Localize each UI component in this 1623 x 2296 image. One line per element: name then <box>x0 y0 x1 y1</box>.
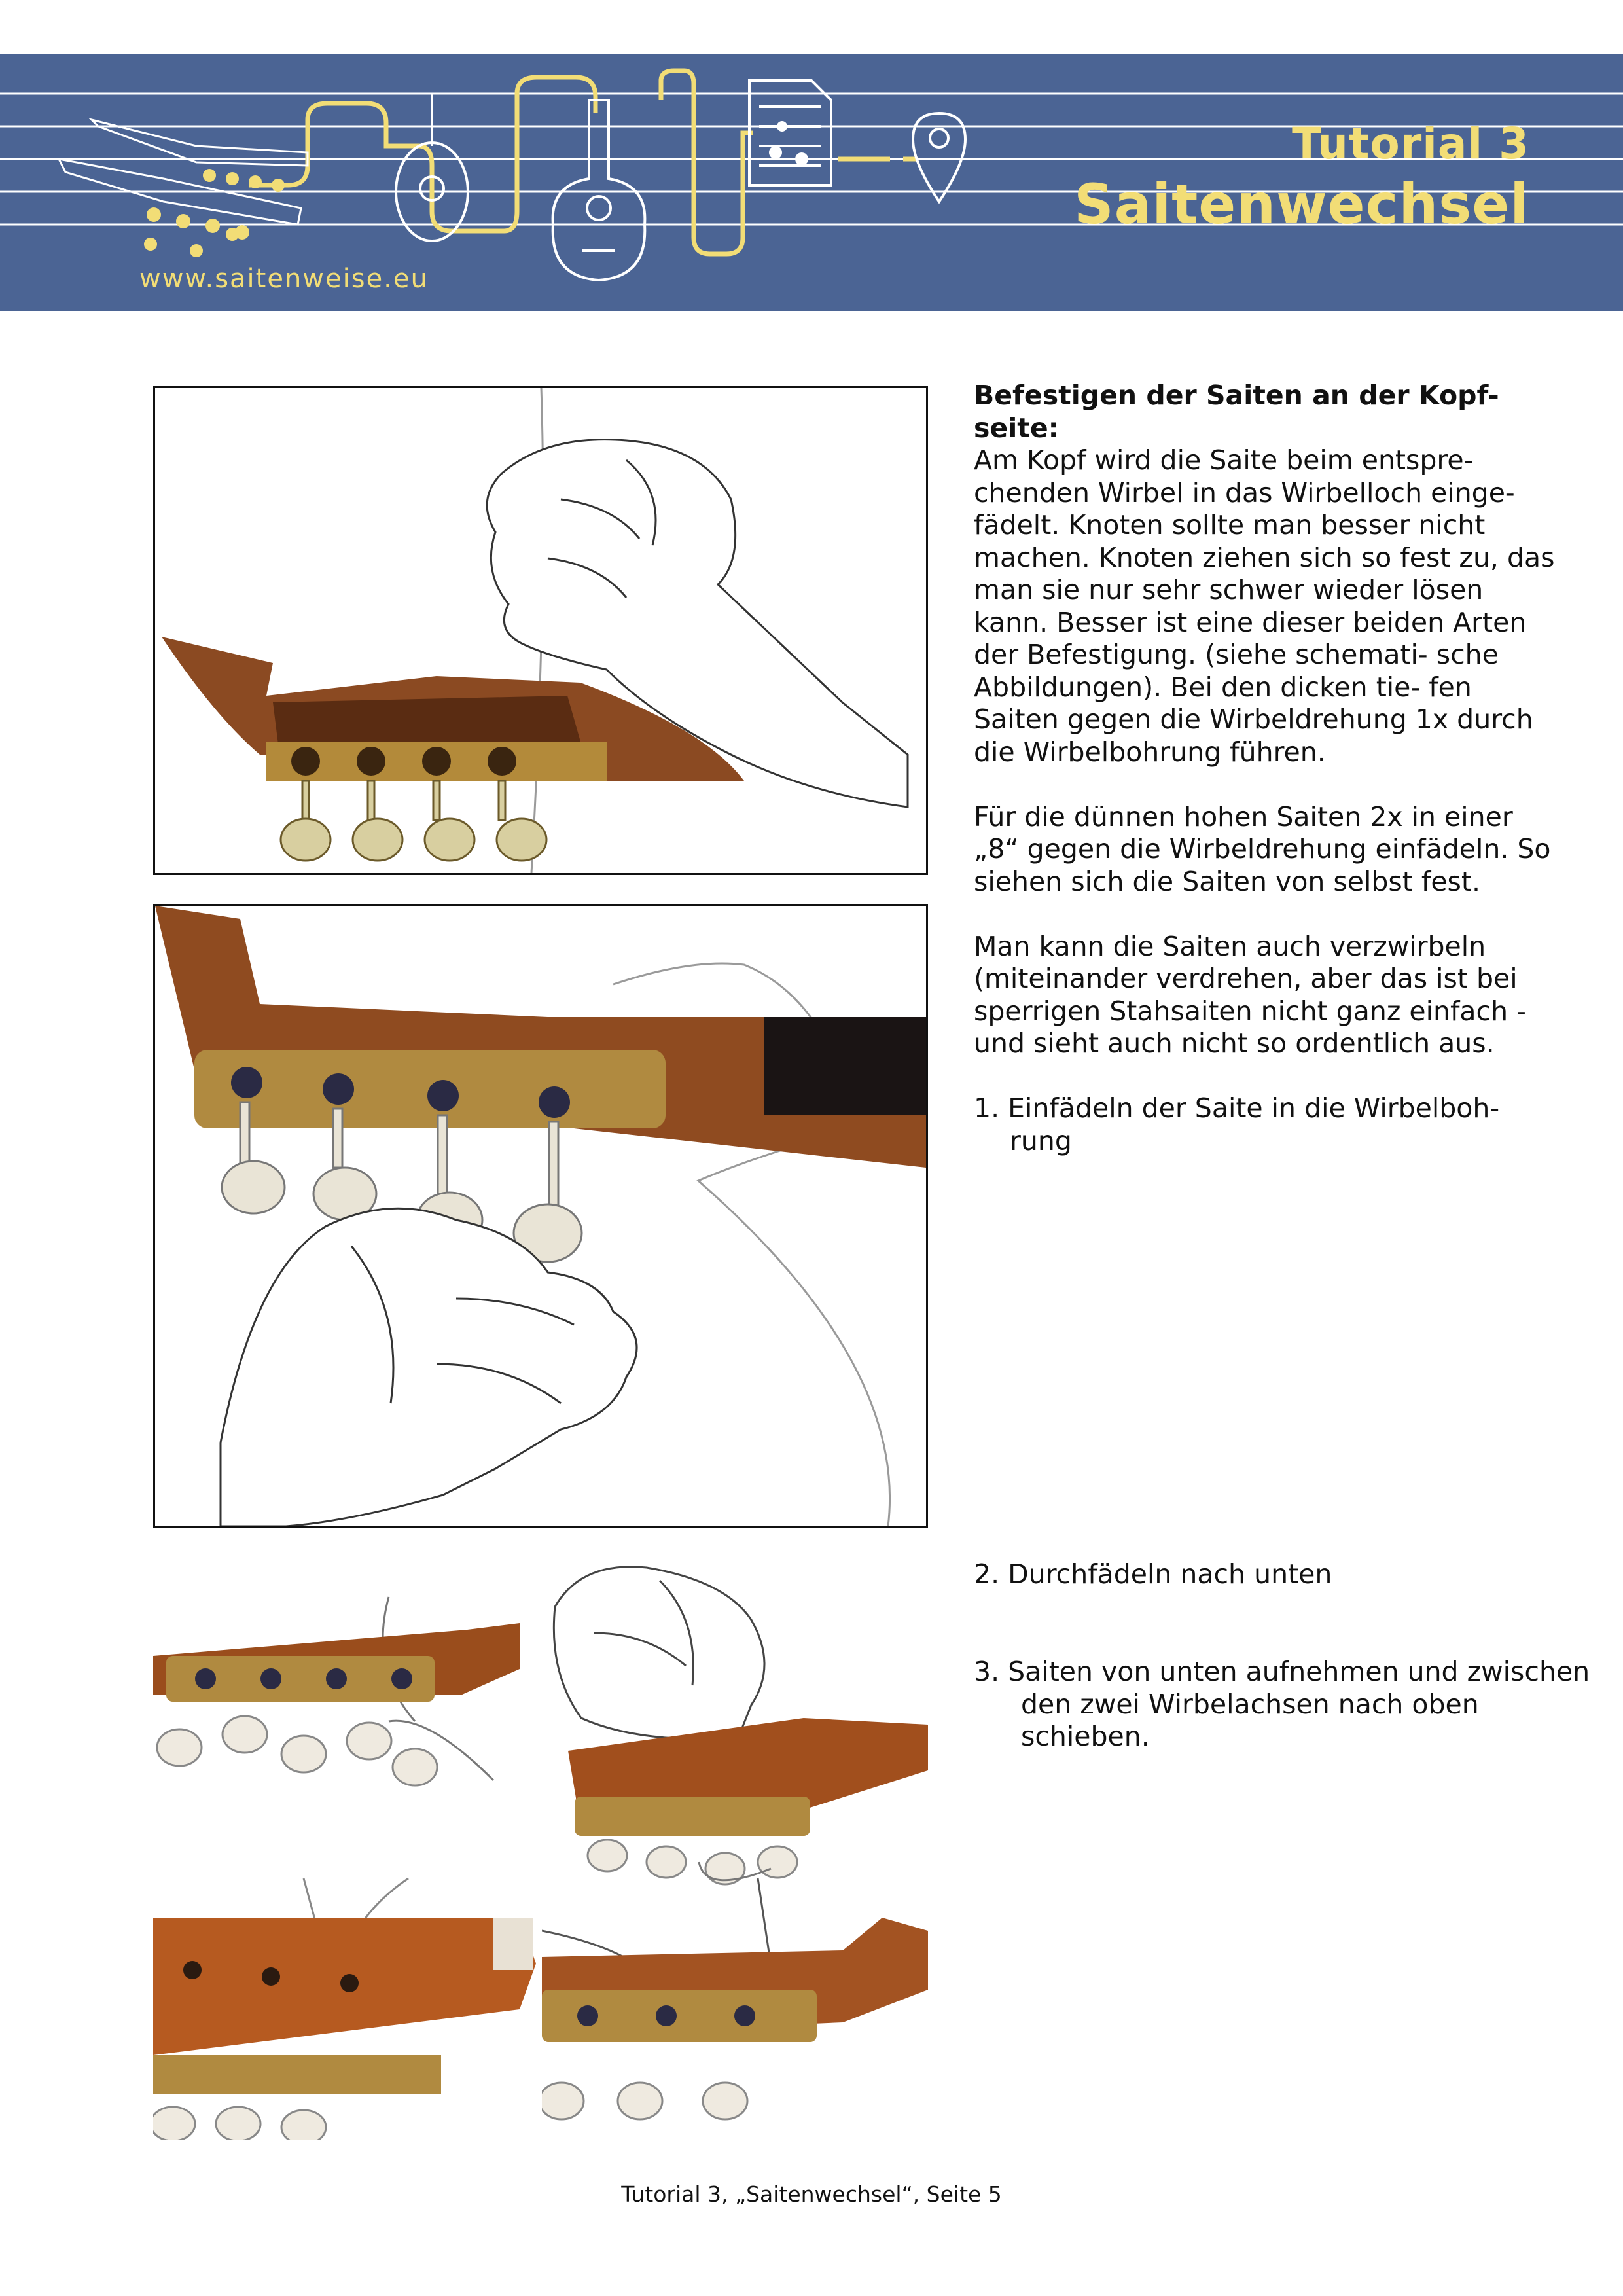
twist-paragraph: Man kann die Saiten auch verzwirbeln (miteinander verdrehen, aber das ist bei sperrigen Stahsaiten nicht ganz einfach - und sieht auch nicht so ordentlich aus. <box>974 930 1526 1059</box>
instructions-text <box>974 380 1563 1157</box>
photo-threading-down <box>153 1558 536 1820</box>
website-url[interactable]: www.saitenweise.eu <box>139 264 429 294</box>
tutorial-label: Tutorial 3 <box>1292 118 1529 169</box>
photo-headstock-threading <box>153 386 928 875</box>
photo-string-into-peg-hole <box>153 904 928 1528</box>
section-heading: Befestigen der Saiten an der Kopf- seite: <box>974 380 1499 444</box>
step-2: 2. Durchfädeln nach unten <box>974 1558 1332 1590</box>
step-3: 3. Saiten von unten aufnehmen und zwischen den zwei Wirbelachsen nach oben schieben. <box>974 1656 1590 1752</box>
step-1: 1. Einfädeln der Saite in die Wirbelboh- rung <box>974 1092 1500 1157</box>
header-banner <box>0 54 1623 311</box>
page-title: Saitenwechsel <box>1074 172 1529 236</box>
photo-pushing-string-up <box>153 1878 536 2140</box>
photo-hand-threading <box>542 1554 928 1908</box>
photo-string-between-axles <box>542 1878 928 2140</box>
thin-strings-paragraph: Für die dünnen hohen Saiten 2x in einer „8“ gegen die Wirbeldrehung einfädeln. So siehen sich die Saiten von selbst fest. <box>974 800 1551 897</box>
page-footer: Tutorial 3, „Saitenwechsel“, Seite 5 <box>621 2181 1002 2207</box>
intro-paragraph: Am Kopf wird die Saite beim entspre- chenden Wirbel in das Wirbelloch einge- fädelt. Knoten sollte man besser nicht machen. Knoten ziehen sich so fest zu, das man sie nur sehr schwer wieder lösen kann. Besser ist eine dieser beiden Arten der Befestigung. (siehe schemati- sche Abbildungen). Bei den dicken tie- fen Saiten gegen die Wirbeldrehung 1x durch die Wirbelbohrung führen. <box>974 444 1555 768</box>
